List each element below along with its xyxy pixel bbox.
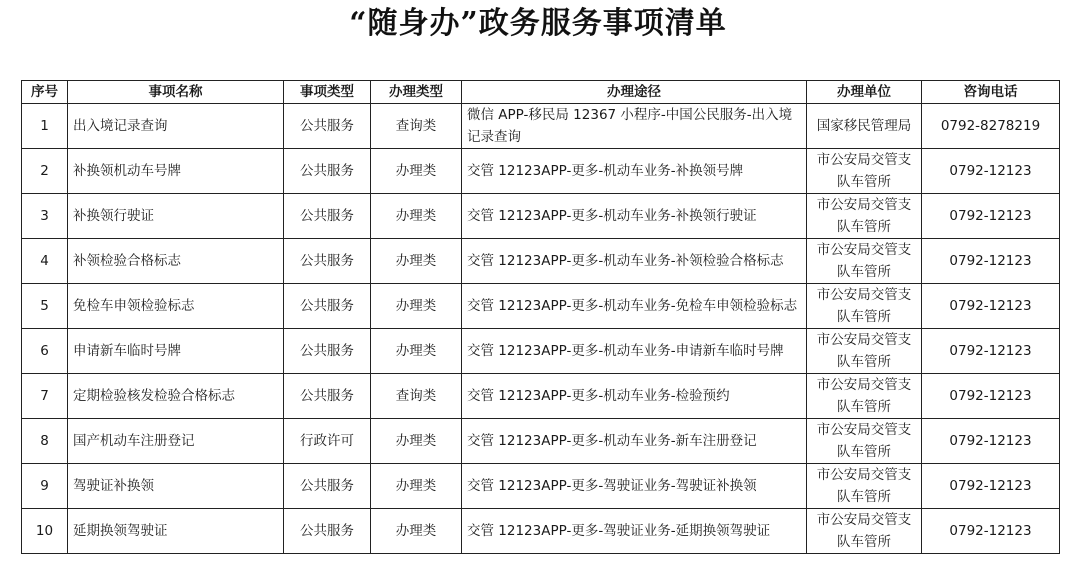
header-handling-type: 办理类型 [371, 81, 462, 104]
phone-number: 0792-12123 [922, 284, 1060, 329]
handling-unit: 市公安局交管支队车管所 [807, 509, 922, 554]
table-row [22, 284, 1060, 329]
handling-type: 办理类 [371, 419, 462, 464]
table-row [22, 239, 1060, 284]
phone-number: 0792-12123 [922, 374, 1060, 419]
table-row [22, 329, 1060, 374]
handling-unit: 市公安局交管支队车管所 [807, 284, 922, 329]
handling-path: 交管 12123APP-更多-驾驶证业务-延期换领驾驶证 [462, 509, 807, 554]
table-row [22, 419, 1060, 464]
item-name: 驾驶证补换领 [68, 464, 284, 509]
item-type: 行政许可 [284, 419, 371, 464]
service-items-table [21, 80, 1060, 554]
table-header [22, 81, 1060, 104]
row-index: 2 [22, 149, 68, 194]
item-type: 公共服务 [284, 329, 371, 374]
header-item-name: 事项名称 [68, 81, 284, 104]
header-phone: 咨询电话 [922, 81, 1060, 104]
handling-type: 办理类 [371, 329, 462, 374]
header-handling-unit: 办理单位 [807, 81, 922, 104]
phone-number: 0792-12123 [922, 509, 1060, 554]
table-row [22, 194, 1060, 239]
handling-unit: 市公安局交管支队车管所 [807, 374, 922, 419]
item-type: 公共服务 [284, 149, 371, 194]
page-title: “随身办”政务服务事项清单 [349, 6, 727, 41]
handling-type: 办理类 [371, 509, 462, 554]
handling-type: 办理类 [371, 149, 462, 194]
item-name: 免检车申领检验标志 [68, 284, 284, 329]
item-type: 公共服务 [284, 284, 371, 329]
item-type: 公共服务 [284, 464, 371, 509]
row-index: 6 [22, 329, 68, 374]
handling-unit: 市公安局交管支队车管所 [807, 194, 922, 239]
row-index: 5 [22, 284, 68, 329]
row-index: 10 [22, 509, 68, 554]
phone-number: 0792-12123 [922, 239, 1060, 284]
phone-number: 0792-8278219 [922, 104, 1060, 149]
handling-path: 交管 12123APP-更多-机动车业务-补领检验合格标志 [462, 239, 807, 284]
phone-number: 0792-12123 [922, 329, 1060, 374]
handling-unit: 市公安局交管支队车管所 [807, 464, 922, 509]
item-type: 公共服务 [284, 194, 371, 239]
table-row [22, 149, 1060, 194]
handling-path: 交管 12123APP-更多-机动车业务-补换领号牌 [462, 149, 807, 194]
handling-unit: 国家移民管理局 [807, 104, 922, 149]
table-row [22, 104, 1060, 149]
phone-number: 0792-12123 [922, 419, 1060, 464]
handling-type: 查询类 [371, 104, 462, 149]
handling-path: 交管 12123APP-更多-机动车业务-补换领行驶证 [462, 194, 807, 239]
item-name: 补换领机动车号牌 [68, 149, 284, 194]
handling-path: 微信 APP-移民局 12367 小程序-中国公民服务-出入境记录查询 [462, 104, 807, 149]
handling-type: 办理类 [371, 284, 462, 329]
phone-number: 0792-12123 [922, 194, 1060, 239]
handling-unit: 市公安局交管支队车管所 [807, 149, 922, 194]
handling-type: 查询类 [371, 374, 462, 419]
table-row [22, 464, 1060, 509]
item-type: 公共服务 [284, 104, 371, 149]
header-index: 序号 [22, 81, 68, 104]
handling-path: 交管 12123APP-更多-机动车业务-免检车申领检验标志 [462, 284, 807, 329]
item-name: 申请新车临时号牌 [68, 329, 284, 374]
handling-type: 办理类 [371, 239, 462, 284]
item-type: 公共服务 [284, 374, 371, 419]
row-index: 7 [22, 374, 68, 419]
phone-number: 0792-12123 [922, 464, 1060, 509]
handling-unit: 市公安局交管支队车管所 [807, 239, 922, 284]
handling-path: 交管 12123APP-更多-机动车业务-新车注册登记 [462, 419, 807, 464]
table-row [22, 509, 1060, 554]
item-type: 公共服务 [284, 239, 371, 284]
handling-unit: 市公安局交管支队车管所 [807, 329, 922, 374]
item-name: 国产机动车注册登记 [68, 419, 284, 464]
row-index: 3 [22, 194, 68, 239]
item-name: 定期检验核发检验合格标志 [68, 374, 284, 419]
item-name: 延期换领驾驶证 [68, 509, 284, 554]
header-item-type: 事项类型 [284, 81, 371, 104]
item-type: 公共服务 [284, 509, 371, 554]
header-row [22, 81, 1060, 104]
handling-type: 办理类 [371, 464, 462, 509]
row-index: 8 [22, 419, 68, 464]
item-name: 出入境记录查询 [68, 104, 284, 149]
handling-path: 交管 12123APP-更多-驾驶证业务-驾驶证补换领 [462, 464, 807, 509]
handling-path: 交管 12123APP-更多-机动车业务-申请新车临时号牌 [462, 329, 807, 374]
phone-number: 0792-12123 [922, 149, 1060, 194]
item-name: 补领检验合格标志 [68, 239, 284, 284]
header-handling-path: 办理途径 [462, 81, 807, 104]
table-body [22, 104, 1060, 554]
handling-type: 办理类 [371, 194, 462, 239]
row-index: 4 [22, 239, 68, 284]
handling-path: 交管 12123APP-更多-机动车业务-检验预约 [462, 374, 807, 419]
row-index: 9 [22, 464, 68, 509]
handling-unit: 市公安局交管支队车管所 [807, 419, 922, 464]
item-name: 补换领行驶证 [68, 194, 284, 239]
row-index: 1 [22, 104, 68, 149]
table-row [22, 374, 1060, 419]
